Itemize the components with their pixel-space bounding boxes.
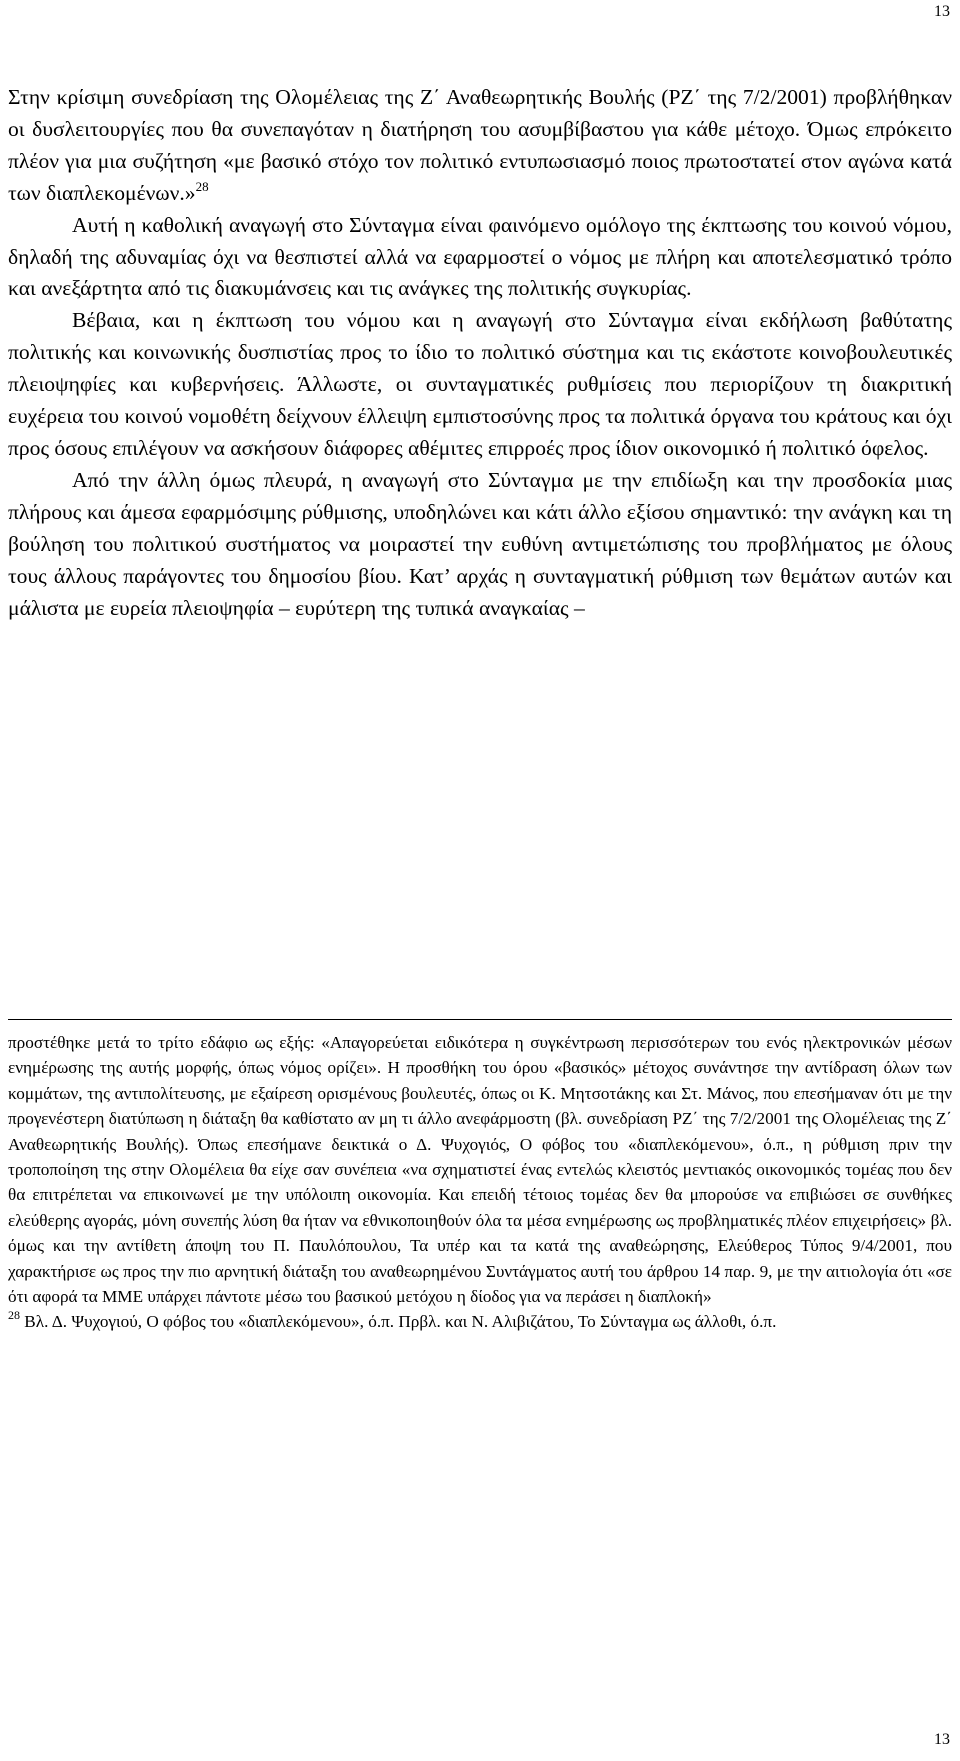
footnote-28-text: Βλ. Δ. Ψυχογιού, Ο φόβος του «διαπλεκόμενου», ό.π. Πρβλ. και Ν. Αλιβιζάτου, Το Σύνταγμα ως άλλοθι, ό.π.	[20, 1312, 777, 1332]
paragraph-1-text: Στην κρίσιμη συνεδρίαση της Ολομέλειας της Ζ΄ Αναθεωρητικής Βουλής (ΡΖ΄ της 7/2/2001) προβλήθηκαν οι δυσλειτουργίες που θα συνεπαγόταν η διατήρηση του ασυμβίβαστου για κάθε μέτοχο. Όμως επρόκειτο πλέον για μια συζήτηση «με βασικό στόχο τον πολιτικό εντυπωσιασμό ποιος πρωτοστατεί στον αγώνα κατά των διαπλεκομένων.»	[8, 85, 952, 205]
footnote-separator	[8, 1019, 952, 1020]
paragraph-3: Βέβαια, και η έκπτωση του νόμου και η αναγωγή στο Σύνταγμα είναι εκδήλωση βαθύτατης πολιτικής και κοινωνικής δυσπιστίας προς το ίδιο το πολιτικό σύστημα και τις εκάστοτε κοινοβουλευτικές πλειοψηφίες και κυβερνήσεις. Άλλωστε, οι συνταγματικές ρυθμίσεις που περιορίζουν τη διακριτική ευχέρεια του κοινού νομοθέτη δείχνουν έλλειψη εμπιστοσύνης προς τα πολιτικά όργανα του κράτους και όχι προς όσους επιλέγουν να ασκήσουν διάφορες αθέμιτες επιρροές προς ίδιον οικονομικό ή πολιτικό όφελος.	[8, 308, 952, 460]
page-number-bottom: 13	[934, 1731, 950, 1748]
page-number-top: 13	[934, 3, 950, 20]
paragraph-1	[8, 82, 952, 210]
footnote-ref-28: 28	[195, 178, 209, 194]
footnote-28	[8, 1309, 952, 1334]
main-text	[8, 82, 952, 624]
paragraph-2: Αυτή η καθολική αναγωγή στο Σύνταγμα είναι φαινόμενο ομόλογο της έκπτωσης του κοινού νόμου, δηλαδή της αδυναμίας όχι να θεσπιστεί αλλά να εφαρμοστεί ο νόμος με πλήρη και αποτελεσματικό τρόπο και ανεξάρτητα από τις διακυμάνσεις και τις ανάγκες της πολιτικής συγκυρίας.	[8, 212, 952, 301]
footnotes	[8, 1030, 952, 1335]
paragraph-4: Από την άλλη όμως πλευρά, η αναγωγή στο Σύνταγμα με την επιδίωξη και την προσδοκία μιας πλήρους και άμεσα εφαρμόσιμης ρύθμισης, υποδηλώνει και κάτι άλλο εξίσου σημαντικό: την ανάγκη και τη βούληση του πολιτικού συστήματος να μοιραστεί την ευθύνη αντιμετώπισης του προβλήματος με όλους τους άλλους παράγοντες του δημοσίου βίου. Κατ’ αρχάς η συνταγματική ρύθμιση των θεμάτων αυτών και μάλιστα με ευρεία πλειοψηφία – ευρύτερη της τυπικά αναγκαίας –	[8, 467, 952, 620]
footnote-28-mark: 28	[8, 1308, 20, 1323]
footnote-continuation: προστέθηκε μετά το τρίτο εδάφιο ως εξής: «Απαγορεύεται ειδικότερα η συγκέντρωση περισσότερων του ενός ηλεκτρονικών μέσων ενημέρωσης της αυτής μορφής, όπως νόμος ορίζει». Η προσθήκη του όρου «βασικός» μέτοχος συνάντησε την αντίδραση όλων των κομμάτων, της αντιπολίτευσης, με εξαίρεση ορισμένους βουλευτές, όπως οι Κ. Μητσοτάκης και Στ. Μάνος, που επεσήμαναν ότι με την προγενέστερη διατύπωση η διάταξη θα καθίστατο αν μη τι άλλο ανεφάρμοστη (βλ. συνεδρίαση ΡΖ΄ της 7/2/2001 της Ολομέλειας της Ζ΄ Αναθεωρητικής Βουλής). Όπως επεσήμανε δεικτικά ο Δ. Ψυχογιός, Ο φόβος του «διαπλεκόμενου», ό.π., η ρύθμιση πριν την τροποποίηση της στην Ολομέλεια θα είχε σαν συνέπεια «να σχηματιστεί ένας εντελώς κλειστός μεντιακός οικονομικός τομέας που δεν θα επιτρέπεται να επικοινωνεί με την υπόλοιπη οικονομία. Και επειδή τέτοιος τομέας δεν θα μπορούσε να επιβιώσει σε συνθήκες ελεύθερης αγοράς, μόνη συνεπής λύση θα ήταν να εθνικοποιηθούν όλα τα μέσα ενημέρωσης ως προβληματικές πλέον επιχειρήσεις» βλ. όμως και την αντίθετη άποψη του Π. Παυλόπουλου, Τα υπέρ και τα κατά της αναθεώρησης, Ελεύθερος Τύπος 9/4/2001, που χαρακτήρισε ως προς την πιο αρνητική διάταξη του αναθεωρημένου Συντάγματος αυτή του άρθρου 14 παρ. 9, με την αιτιολογία ότι «σε ότι αφορά τα ΜΜΕ υπάρχει πάντοτε μέσω του βασικού μετόχου η δίοδος για να περάσει η διαπλοκή»	[8, 1033, 952, 1307]
